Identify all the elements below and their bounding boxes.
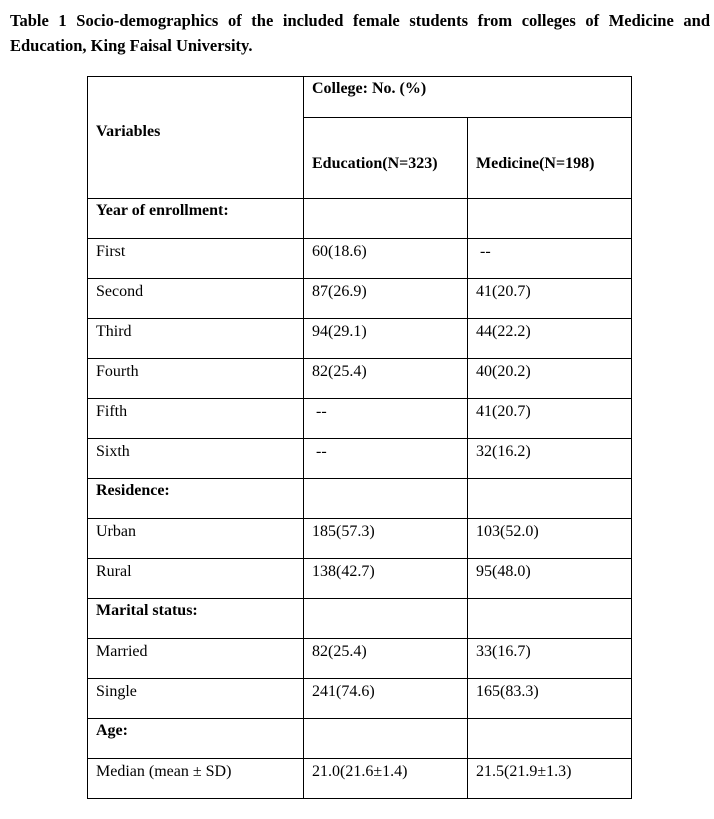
table-header-row [88, 77, 632, 118]
education-value: -- [304, 439, 468, 479]
table-row [88, 519, 632, 559]
medicine-value: 103(52.0) [468, 519, 632, 559]
medicine-value: 21.5(21.9±1.3) [468, 759, 632, 799]
row-label: Second [88, 279, 304, 319]
medicine-value: 33(16.7) [468, 639, 632, 679]
table-row [88, 359, 632, 399]
section-title: Marital status: [88, 599, 304, 639]
education-value: 138(42.7) [304, 559, 468, 599]
education-value: 185(57.3) [304, 519, 468, 559]
row-label: First [88, 239, 304, 279]
variables-header: Variables [88, 77, 304, 199]
empty-cell [304, 599, 468, 639]
table-caption: Table 1 Socio-demographics of the included female students from colleges of Medicine and Education, King Faisal University. [10, 11, 710, 55]
row-label: Fifth [88, 399, 304, 439]
table-row [88, 559, 632, 599]
education-value: 241(74.6) [304, 679, 468, 719]
empty-cell [468, 199, 632, 239]
medicine-value: 40(20.2) [468, 359, 632, 399]
table-row [88, 639, 632, 679]
row-label: Fourth [88, 359, 304, 399]
education-value: 87(26.9) [304, 279, 468, 319]
education-value: 82(25.4) [304, 359, 468, 399]
empty-cell [304, 479, 468, 519]
table-row [88, 679, 632, 719]
medicine-value: -- [468, 239, 632, 279]
education-value: 82(25.4) [304, 639, 468, 679]
row-label: Urban [88, 519, 304, 559]
row-label: Rural [88, 559, 304, 599]
education-column-header: Education(N=323) [304, 118, 468, 199]
education-value: 60(18.6) [304, 239, 468, 279]
medicine-value: 44(22.2) [468, 319, 632, 359]
table-body [88, 199, 632, 799]
table-row [88, 239, 632, 279]
table-row [88, 319, 632, 359]
empty-cell [304, 719, 468, 759]
medicine-value: 95(48.0) [468, 559, 632, 599]
medicine-value: 41(20.7) [468, 399, 632, 439]
socio-demographics-table [87, 76, 632, 799]
row-label: Single [88, 679, 304, 719]
empty-cell [468, 719, 632, 759]
section-row [88, 719, 632, 759]
row-label: Sixth [88, 439, 304, 479]
table-row [88, 279, 632, 319]
education-value: 21.0(21.6±1.4) [304, 759, 468, 799]
empty-cell [304, 199, 468, 239]
table-row [88, 759, 632, 799]
medicine-column-header: Medicine(N=198) [468, 118, 632, 199]
table-row [88, 399, 632, 439]
section-title: Residence: [88, 479, 304, 519]
row-label: Median (mean ± SD) [88, 759, 304, 799]
section-row [88, 199, 632, 239]
education-value: -- [304, 399, 468, 439]
empty-cell [468, 599, 632, 639]
medicine-value: 41(20.7) [468, 279, 632, 319]
medicine-value: 32(16.2) [468, 439, 632, 479]
section-title: Age: [88, 719, 304, 759]
row-label: Married [88, 639, 304, 679]
empty-cell [468, 479, 632, 519]
table-row [88, 439, 632, 479]
college-group-header: College: No. (%) [304, 77, 632, 118]
section-row [88, 599, 632, 639]
education-value: 94(29.1) [304, 319, 468, 359]
medicine-value: 165(83.3) [468, 679, 632, 719]
section-row [88, 479, 632, 519]
section-title: Year of enrollment: [88, 199, 304, 239]
row-label: Third [88, 319, 304, 359]
